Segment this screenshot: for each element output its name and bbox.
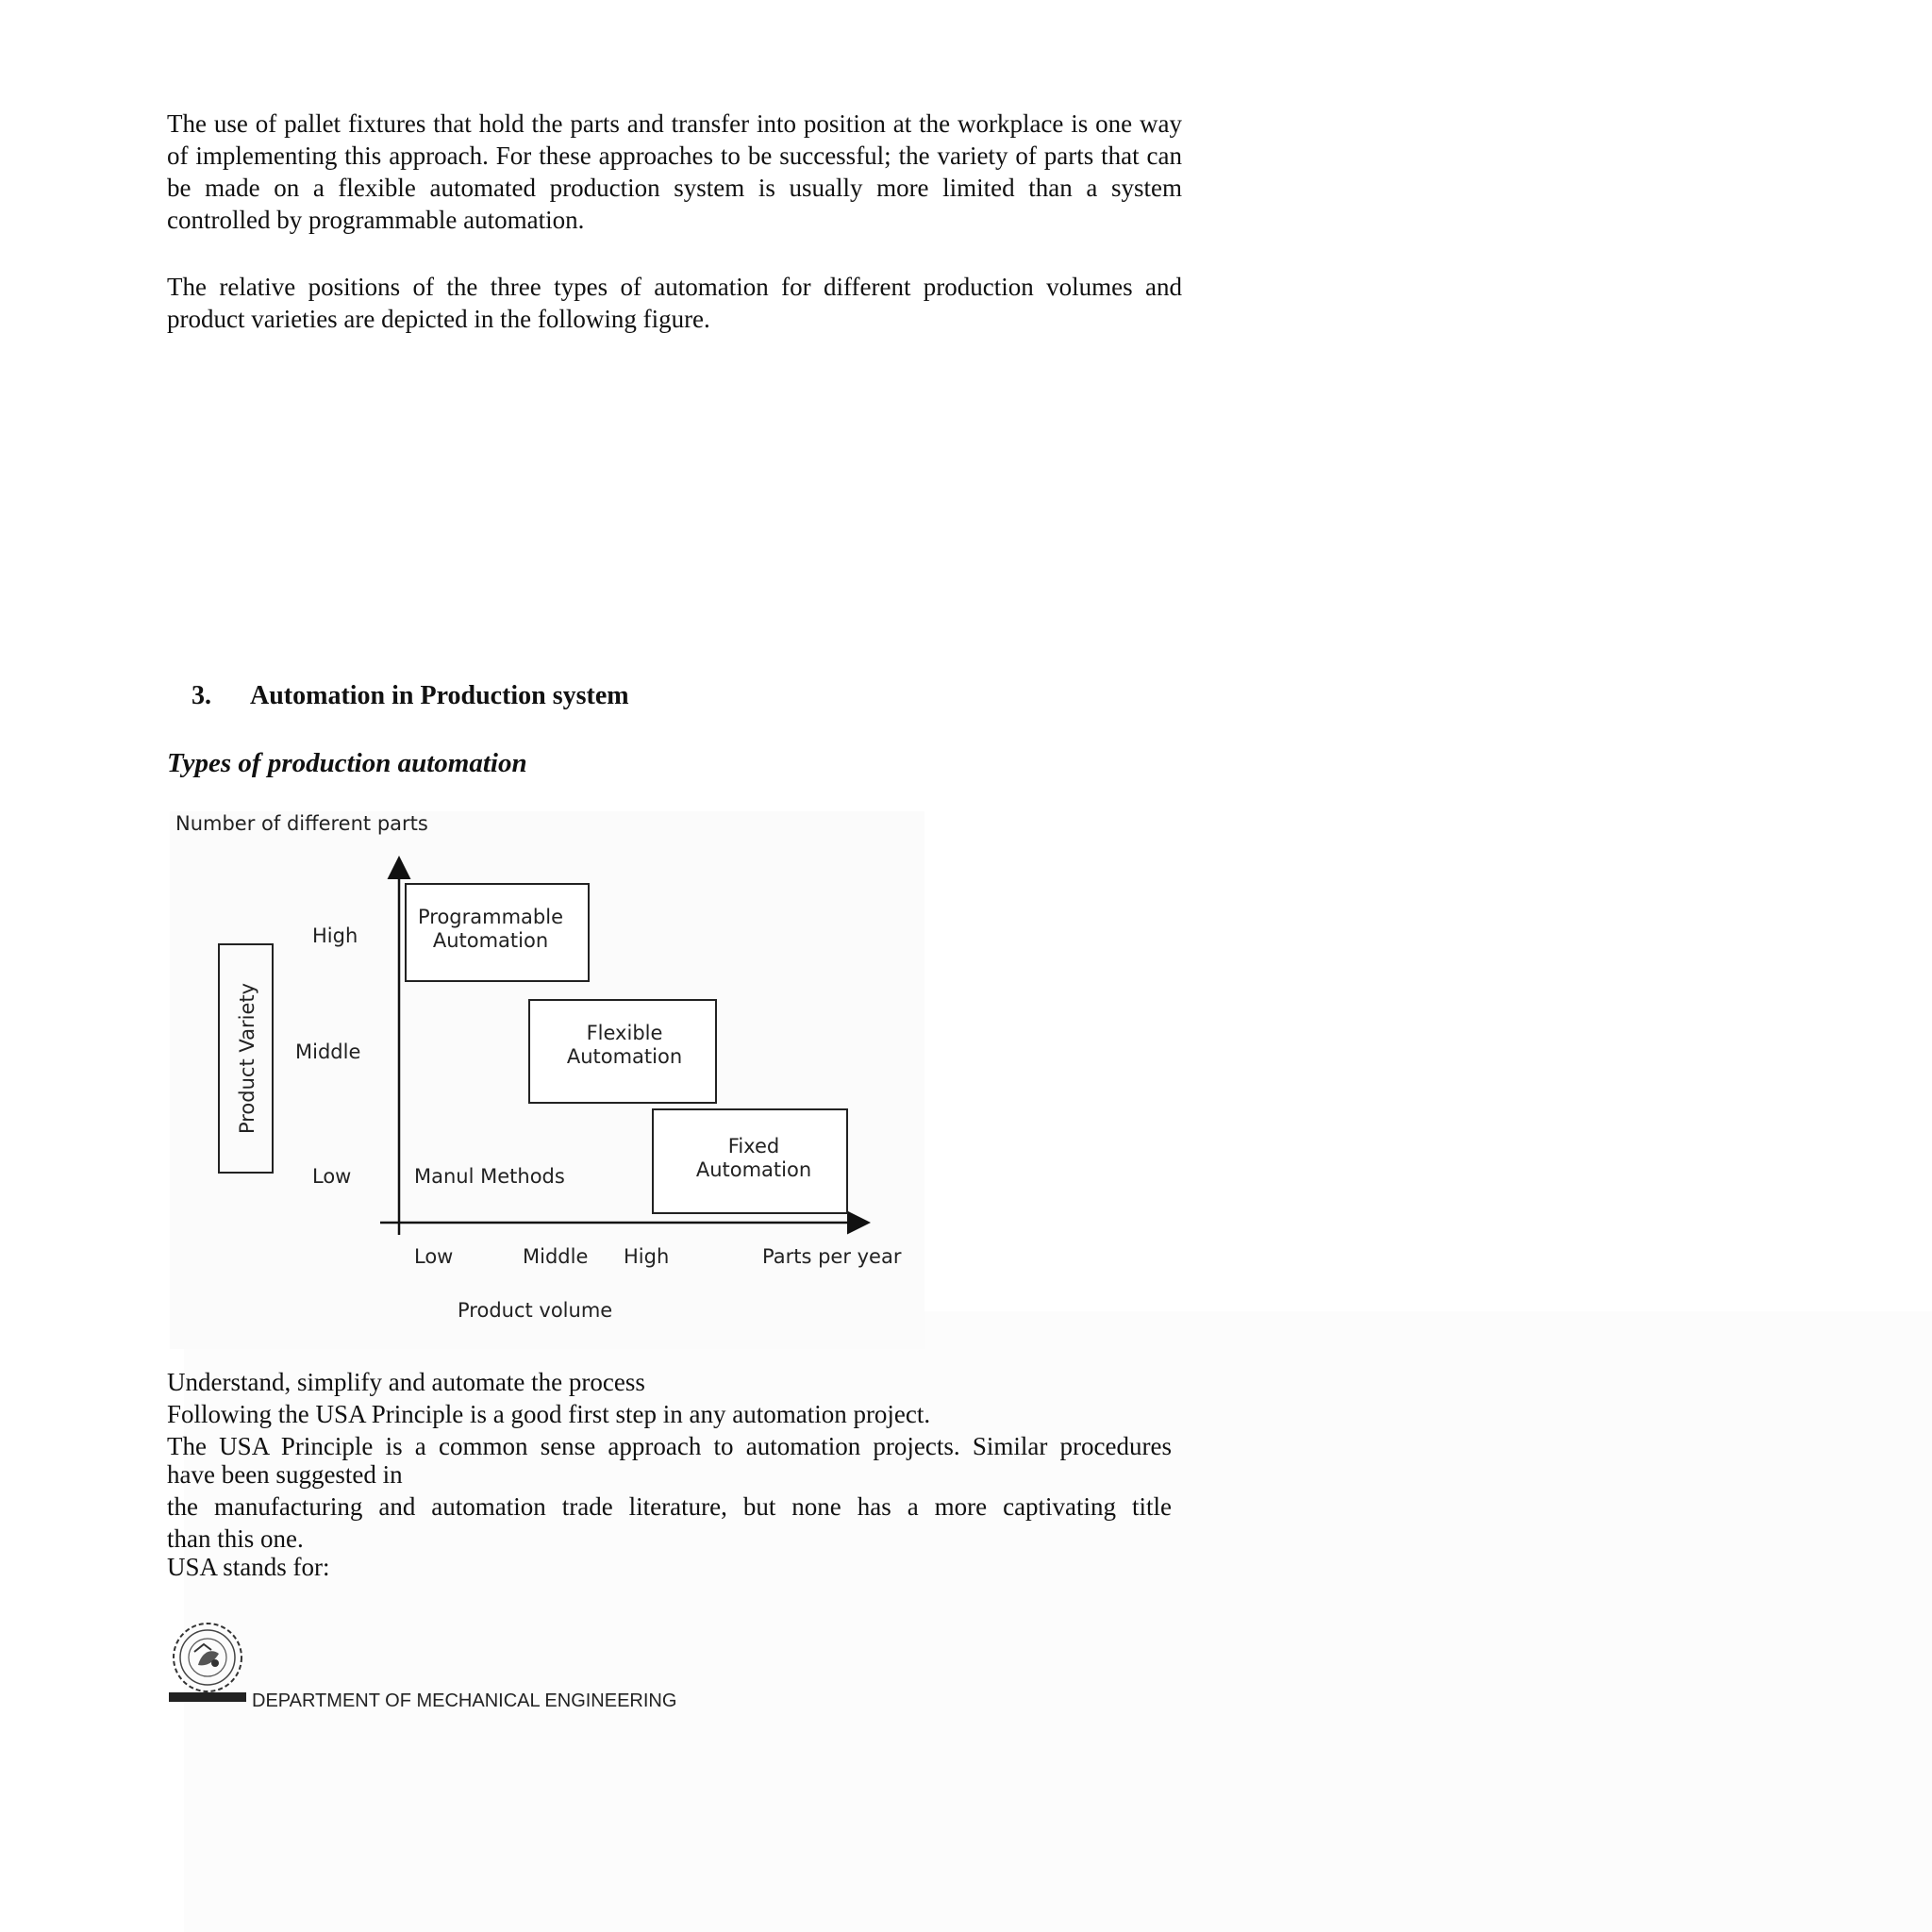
fixed-label-line1: Fixed bbox=[727, 1135, 780, 1158]
flexible-label-line2: Automation bbox=[566, 1045, 683, 1068]
footer bbox=[167, 1618, 827, 1712]
subheading-types-of-automation: Types of production automation bbox=[167, 748, 527, 778]
y-axis-title: Number of different parts bbox=[175, 812, 428, 835]
x-level-high: High bbox=[624, 1245, 670, 1268]
y-level-middle: Middle bbox=[295, 1041, 361, 1063]
body-line-6: than this one. bbox=[167, 1524, 304, 1553]
department-name: DEPARTMENT OF MECHANICAL ENGINEERING bbox=[252, 1690, 677, 1711]
y-level-high: High bbox=[312, 924, 358, 947]
flexible-label-line1: Flexible bbox=[586, 1022, 663, 1044]
body-line-3: The USA Principle is a common sense approach to automation projects. Similar procedures bbox=[167, 1432, 1172, 1460]
body-line-5: the manufacturing and automation trade literature, but none has a more captivating title bbox=[167, 1492, 1172, 1521]
body-line-4: have been suggested in bbox=[167, 1460, 403, 1489]
programmable-label-line2: Automation bbox=[432, 929, 549, 952]
paragraph-relative-positions: The relative positions of the three types of automation for different production volumes and product varieties are depicted in the following figure. bbox=[167, 273, 1182, 333]
usa-principle-text bbox=[167, 1366, 1172, 1583]
section-title: Automation in Production system bbox=[250, 681, 629, 710]
x-axis-unit: Parts per year bbox=[762, 1245, 902, 1268]
fixed-label-line2: Automation bbox=[695, 1158, 812, 1181]
section-number: 3. bbox=[192, 681, 211, 710]
body-line-2: Following the USA Principle is a good first step in any automation project. bbox=[167, 1400, 931, 1428]
programmable-label-line1: Programmable bbox=[417, 906, 564, 928]
x-axis-title: Product volume bbox=[458, 1299, 613, 1322]
paragraph-pallet-fixtures: The use of pallet fixtures that hold the parts and transfer into position at the workplace is one way of implementing this approach. For these approaches to be successful; the variety of parts that can be made on a flexible automated production system is usually more limited than a system controlled by programmable automation. bbox=[167, 109, 1182, 234]
department-emblem-icon bbox=[167, 1618, 248, 1712]
x-level-low: Low bbox=[414, 1245, 454, 1268]
body-line-1: Understand, simplify and automate the process bbox=[167, 1368, 645, 1396]
product-variety-label: Product Variety bbox=[236, 982, 258, 1135]
y-level-low: Low bbox=[312, 1165, 352, 1188]
x-level-middle: Middle bbox=[523, 1245, 589, 1268]
manual-methods-label: Manul Methods bbox=[414, 1165, 565, 1188]
body-line-7: USA stands for: bbox=[167, 1553, 330, 1581]
